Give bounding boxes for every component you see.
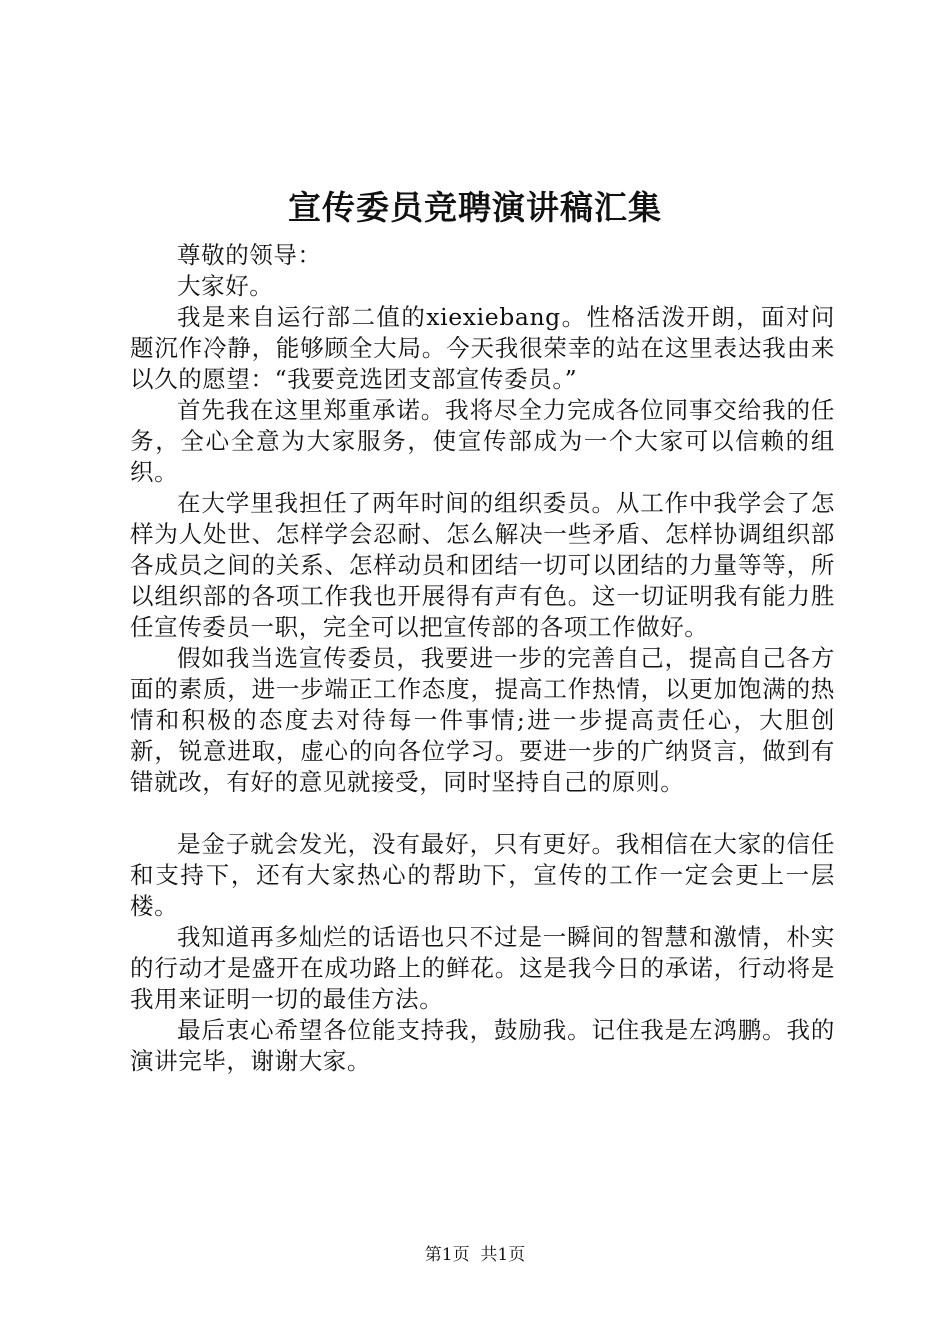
paragraph-action: 我知道再多灿烂的话语也只不过是一瞬间的智慧和激情，朴实的行动才是盛开在成功路上的鲜花。这是我今日的承诺，行动将是我用来证明一切的最佳方法。 [130,923,835,1013]
paragraph-confidence: 是金子就会发光，没有最好，只有更好。我相信在大家的信任和支持下，还有大家热心的帮助下，宣传的工作一定会更上一层楼。 [130,830,835,920]
page-footer [0,1243,950,1267]
paragraph-plans: 假如我当选宣传委员，我要进一步的完善自己，提高自己各方面的素质，进一步端正工作态度，提高工作热情，以更加饱满的热情和积极的态度去对待每一件事情;进一步提高责任心，大胆创新，锐意进取，虚心的向各位学习。要进一步的广纳贤言，做到有错就改，有好的意见就接受，同时坚持自己的原则。 [130,644,835,796]
document-body [130,240,835,1077]
paragraph-salutation: 尊敬的领导： [177,241,322,269]
document-title: 宣传委员竞聘演讲稿汇集 [288,188,662,227]
paragraph-greeting: 大家好。 [177,272,274,300]
paragraph-closing: 最后衷心希望各位能支持我，鼓励我。记住我是左鸿鹏。我的演讲完毕，谢谢大家。 [130,1016,835,1075]
paragraph-experience: 在大学里我担任了两年时间的组织委员。从工作中我学会了怎样为人处世、怎样学会忍耐、怎么解决一些矛盾、怎样协调组织部各成员之间的关系、怎样动员和团结一切可以团结的力量等等，所以组织部的各项工作我也开展得有声有色。这一切证明我有能力胜任宣传委员一职，完全可以把宣传部的各项工作做好。 [130,489,835,641]
paragraph-introduction: 我是来自运行部二值的xiexiebang。性格活泼开朗，面对问题沉作冷静，能够顾全大局。今天我很荣幸的站在这里表达我由来以久的愿望：“我要竞选团支部宣传委员。” [130,303,835,393]
page-number: 第1页 共1页 [424,1245,526,1265]
paragraph-commitment: 首先我在这里郑重承诺。我将尽全力完成各位同事交给我的任务，全心全意为大家服务，使宣传部成为一个大家可以信赖的组织。 [130,396,835,486]
